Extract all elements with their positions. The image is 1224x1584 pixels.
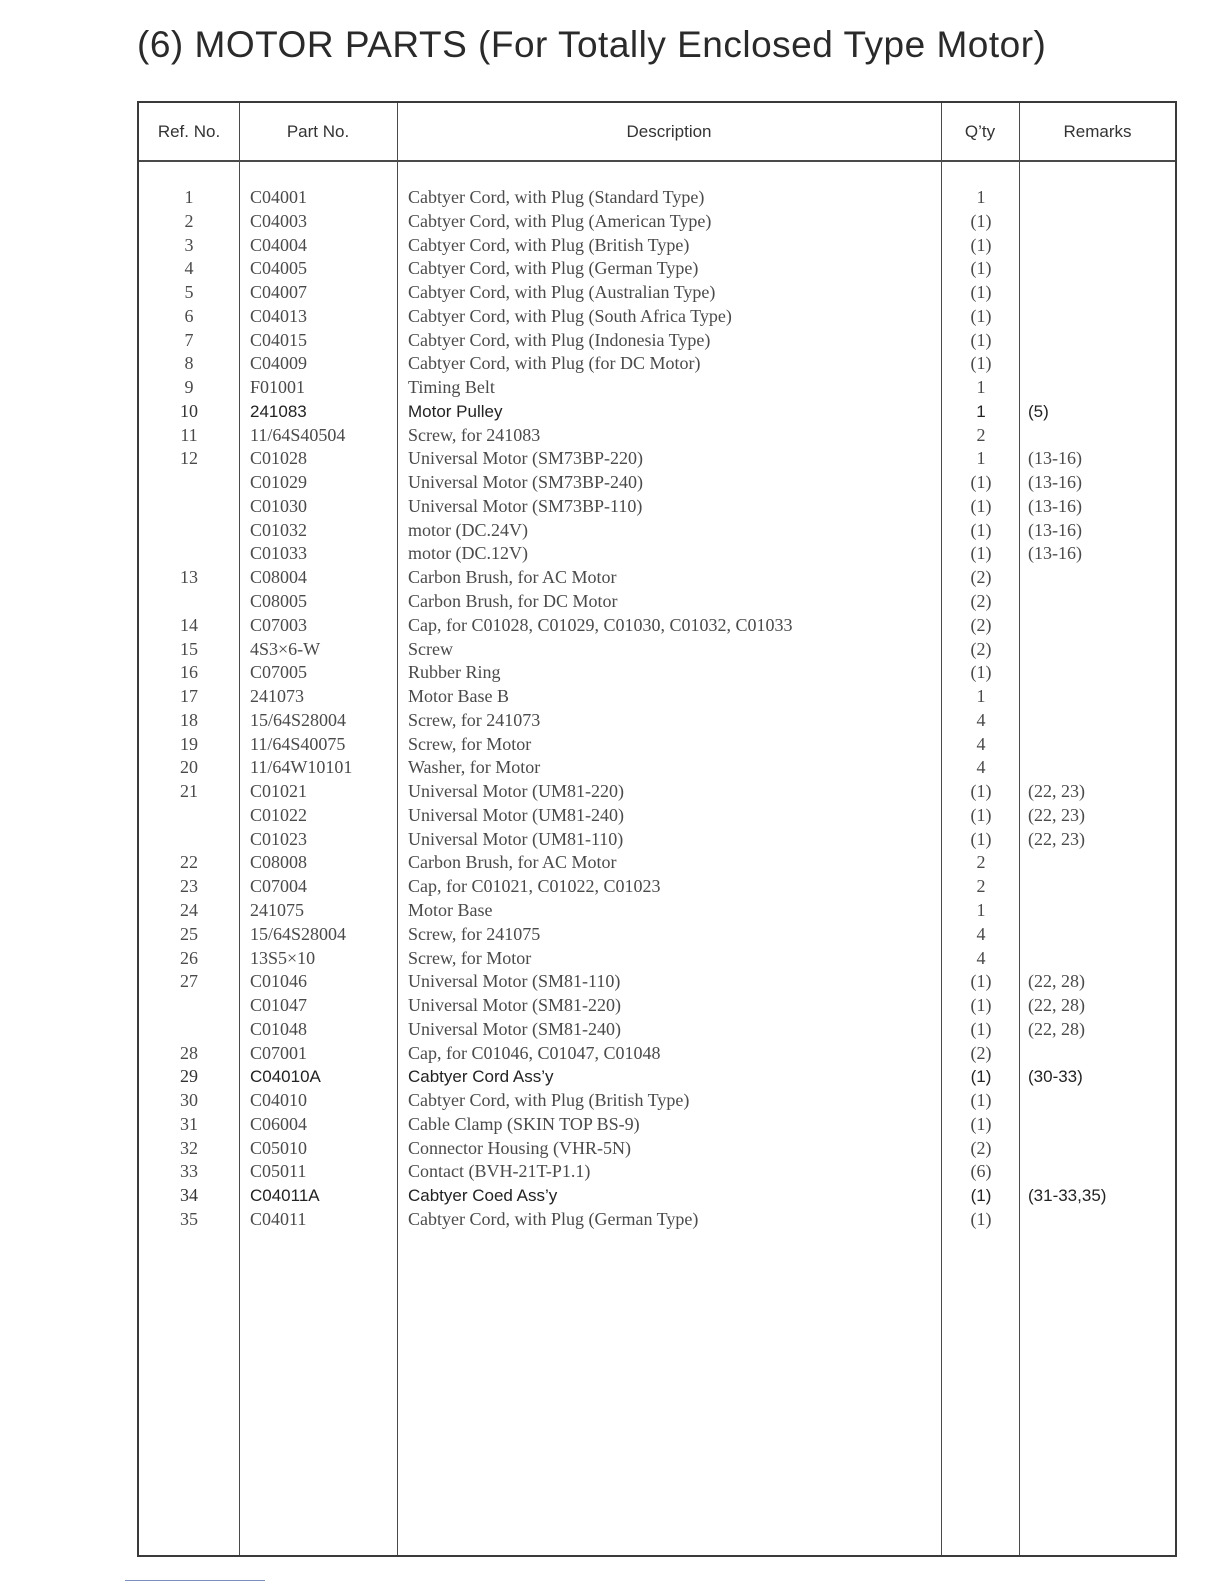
table-row xyxy=(139,1208,1175,1232)
part-no-cell: C01030 xyxy=(250,495,308,516)
table-row xyxy=(139,756,1175,780)
part-no-cell: 241075 xyxy=(250,899,304,920)
remarks-cell: (13-16) xyxy=(1028,543,1082,564)
table-row xyxy=(139,614,1175,638)
ref-no-cell: 24 xyxy=(180,899,198,920)
ref-no-cell: 6 xyxy=(184,305,194,326)
description-cell: Carbon Brush, for DC Motor xyxy=(408,591,618,612)
quantity-cell: (1) xyxy=(970,282,992,303)
remarks-cell: (13-16) xyxy=(1028,519,1082,540)
part-no-cell: C08004 xyxy=(250,567,308,588)
table-row xyxy=(139,400,1175,424)
part-no-cell: C01047 xyxy=(250,995,308,1016)
table-row xyxy=(139,495,1175,519)
ref-no-cell: 35 xyxy=(180,1208,198,1229)
remarks-cell: (30-33) xyxy=(1028,1067,1083,1087)
quantity-cell: (1) xyxy=(970,495,992,516)
description-cell: Cable Clamp (SKIN TOP BS-9) xyxy=(408,1113,640,1134)
quantity-cell: (1) xyxy=(970,1186,992,1206)
quantity-cell: 1 xyxy=(976,686,986,707)
description-cell: Cabtyer Cord, with Plug (American Type) xyxy=(408,210,712,231)
table-row xyxy=(139,994,1175,1018)
header-description: Description xyxy=(626,122,712,141)
part-no-cell: C07003 xyxy=(250,614,308,635)
ref-no-cell: 16 xyxy=(180,662,198,683)
table-row xyxy=(139,1137,1175,1161)
ref-no-cell: 19 xyxy=(180,733,198,754)
ref-no-cell: 31 xyxy=(180,1113,198,1134)
part-no-cell: C04009 xyxy=(250,353,308,374)
quantity-cell: (2) xyxy=(970,1137,992,1158)
ref-no-cell xyxy=(139,828,239,852)
quantity-cell: (1) xyxy=(970,1208,992,1229)
description-cell: Cabtyer Cord Ass’y xyxy=(408,1067,554,1087)
description-cell: Cabtyer Cord, with Plug (British Type) xyxy=(408,234,690,255)
part-no-cell: C01048 xyxy=(250,1018,308,1039)
ref-no-cell: 20 xyxy=(180,757,198,778)
parts-table xyxy=(137,101,1177,1557)
table-row xyxy=(139,186,1175,210)
table-row xyxy=(139,923,1175,947)
part-no-cell: 15/64S28004 xyxy=(250,709,347,730)
part-no-cell: C04013 xyxy=(250,305,308,326)
table-row xyxy=(139,1184,1175,1208)
header-ref-no: Ref. No. xyxy=(157,122,221,141)
ref-no-cell: 30 xyxy=(180,1090,198,1111)
table-row xyxy=(139,1042,1175,1066)
part-no-cell: 11/64S40075 xyxy=(250,733,346,754)
quantity-cell: (1) xyxy=(970,1067,992,1087)
table-row xyxy=(139,638,1175,662)
part-no-cell: C08005 xyxy=(250,591,308,612)
ref-no-cell: 26 xyxy=(180,947,198,968)
ref-no-cell: 18 xyxy=(180,709,198,730)
table-row xyxy=(139,424,1175,448)
quantity-cell: 1 xyxy=(976,187,986,207)
quantity-cell: (1) xyxy=(970,305,992,326)
quantity-cell: 4 xyxy=(976,733,986,754)
description-cell: Cabtyer Cord, with Plug (Standard Type) xyxy=(408,187,705,207)
part-no-cell: C06004 xyxy=(250,1113,308,1134)
part-no-cell: C04011 xyxy=(250,1208,307,1229)
quantity-cell: (1) xyxy=(970,353,992,374)
table-row xyxy=(139,234,1175,258)
description-cell: Cap, for C01028, C01029, C01030, C01032, C01033 xyxy=(408,614,793,635)
table-row xyxy=(139,685,1175,709)
part-no-cell: C04010 xyxy=(250,1090,308,1111)
ref-no-cell: 7 xyxy=(184,329,194,350)
description-cell: Universal Motor (SM81-110) xyxy=(408,971,621,992)
table-row xyxy=(139,1089,1175,1113)
part-no-cell: C01032 xyxy=(250,519,308,540)
description-cell: Cabtyer Cord, with Plug (British Type) xyxy=(408,1090,690,1111)
quantity-cell: 4 xyxy=(976,757,986,778)
description-cell: Cabtyer Coed Ass’y xyxy=(408,1186,558,1206)
ref-no-cell: 4 xyxy=(184,258,194,279)
quantity-cell: 4 xyxy=(976,923,986,944)
part-no-cell: 241073 xyxy=(250,686,304,707)
description-cell: Cabtyer Cord, with Plug (Australian Type) xyxy=(408,282,716,303)
remarks-cell: (5) xyxy=(1028,401,1049,421)
table-row xyxy=(139,305,1175,329)
quantity-cell: (2) xyxy=(970,614,992,635)
ref-no-cell: 9 xyxy=(184,377,194,398)
ref-no-cell xyxy=(139,471,239,495)
part-no-cell: 241083 xyxy=(250,401,307,421)
description-cell: Universal Motor (SM81-220) xyxy=(408,995,621,1016)
table-row xyxy=(139,257,1175,281)
table-row xyxy=(139,352,1175,376)
quantity-cell: (1) xyxy=(970,519,992,540)
table-row xyxy=(139,1018,1175,1042)
quantity-cell: (1) xyxy=(970,1090,992,1111)
ref-no-cell: 33 xyxy=(180,1161,198,1182)
description-cell: Universal Motor (SM73BP-110) xyxy=(408,495,643,516)
quantity-cell: (1) xyxy=(970,543,992,564)
ref-no-cell xyxy=(139,495,239,519)
ref-no-cell: 3 xyxy=(184,234,194,255)
part-no-cell: C07004 xyxy=(250,876,308,897)
table-row xyxy=(139,1065,1175,1089)
ref-no-cell: 23 xyxy=(180,876,198,897)
quantity-cell: 1 xyxy=(976,899,986,920)
description-cell: Motor Base xyxy=(408,899,493,920)
table-row xyxy=(139,709,1175,733)
part-no-cell: C05011 xyxy=(250,1161,307,1182)
description-cell: motor (DC.24V) xyxy=(408,519,528,540)
remarks-cell: (22, 28) xyxy=(1028,1018,1085,1039)
part-no-cell: C04007 xyxy=(250,282,308,303)
quantity-cell: (2) xyxy=(970,1042,992,1063)
remarks-cell: (22, 28) xyxy=(1028,995,1085,1016)
ref-no-cell: 14 xyxy=(180,614,198,635)
quantity-cell: (2) xyxy=(970,638,992,659)
ref-no-cell: 29 xyxy=(180,1066,198,1087)
ref-no-cell xyxy=(139,519,239,543)
ref-no-cell: 27 xyxy=(180,971,198,992)
description-cell: Cabtyer Cord, with Plug (Indonesia Type) xyxy=(408,329,711,350)
description-cell: Universal Motor (UM81-240) xyxy=(408,804,624,825)
table-row xyxy=(139,447,1175,471)
table-row xyxy=(139,875,1175,899)
quantity-cell: 2 xyxy=(976,876,986,897)
table-row xyxy=(139,947,1175,971)
remarks-cell: (31-33,35) xyxy=(1028,1186,1107,1206)
ref-no-cell xyxy=(139,590,239,614)
description-cell: Cabtyer Cord, with Plug (German Type) xyxy=(408,1208,699,1229)
table-row xyxy=(139,1113,1175,1137)
quantity-cell: (1) xyxy=(970,828,992,849)
part-no-cell: C07001 xyxy=(250,1042,308,1063)
quantity-cell: (1) xyxy=(970,1018,992,1039)
description-cell: Cabtyer Cord, with Plug (for DC Motor) xyxy=(408,353,701,374)
quantity-cell: (1) xyxy=(970,995,992,1016)
description-cell: Washer, for Motor xyxy=(408,757,541,778)
quantity-cell: 4 xyxy=(976,947,986,968)
table-row xyxy=(139,661,1175,685)
quantity-cell: (2) xyxy=(970,591,992,612)
description-cell: Screw xyxy=(408,638,453,659)
ref-no-cell: 15 xyxy=(180,638,198,659)
part-no-cell: C05010 xyxy=(250,1137,308,1158)
ref-no-cell: 25 xyxy=(180,923,198,944)
description-cell: Screw, for Motor xyxy=(408,947,532,968)
part-no-cell: C04001 xyxy=(250,187,308,207)
part-no-cell: C08008 xyxy=(250,852,308,873)
table-row xyxy=(139,1160,1175,1184)
description-cell: Cap, for C01046, C01047, C01048 xyxy=(408,1042,661,1063)
part-no-cell: C04010A xyxy=(250,1067,321,1087)
ref-no-cell: 21 xyxy=(180,781,198,802)
description-cell: Universal Motor (SM73BP-240) xyxy=(408,472,643,493)
part-no-cell: C01029 xyxy=(250,472,308,493)
description-cell: Cabtyer Cord, with Plug (German Type) xyxy=(408,258,699,279)
quantity-cell: (6) xyxy=(970,1161,992,1182)
description-cell: Universal Motor (SM81-240) xyxy=(408,1018,621,1039)
table-row xyxy=(139,970,1175,994)
header-quantity: Q’ty xyxy=(964,122,996,141)
ref-no-cell: 10 xyxy=(180,400,198,421)
part-no-cell: C01028 xyxy=(250,448,308,469)
description-cell: Motor Base B xyxy=(408,686,509,707)
part-no-cell: C01023 xyxy=(250,828,308,849)
quantity-cell: (1) xyxy=(970,258,992,279)
description-cell: Screw, for 241073 xyxy=(408,709,541,730)
description-cell: Screw, for Motor xyxy=(408,733,532,754)
remarks-cell: (13-16) xyxy=(1028,448,1082,469)
part-no-cell: 15/64S28004 xyxy=(250,923,347,944)
part-no-cell: 11/64W10101 xyxy=(250,757,353,778)
part-no-cell: C07005 xyxy=(250,662,308,683)
table-row xyxy=(139,780,1175,804)
remarks-cell: (22, 23) xyxy=(1028,804,1085,825)
description-cell: Universal Motor (SM73BP-220) xyxy=(408,448,643,469)
quantity-cell: 1 xyxy=(976,377,986,398)
ref-no-cell xyxy=(139,1018,239,1042)
ref-no-cell: 5 xyxy=(184,282,194,303)
ref-no-cell: 13 xyxy=(180,567,198,588)
part-no-cell: C01021 xyxy=(250,781,308,802)
table-row xyxy=(139,590,1175,614)
part-no-cell: C01022 xyxy=(250,804,308,825)
description-cell: Carbon Brush, for AC Motor xyxy=(408,567,617,588)
ref-no-cell: 28 xyxy=(180,1042,198,1063)
quantity-cell: 1 xyxy=(976,401,986,421)
ref-no-cell xyxy=(139,804,239,828)
ref-no-cell: 2 xyxy=(184,210,194,231)
table-row xyxy=(139,851,1175,875)
description-cell: Cabtyer Cord, with Plug (South Africa Type) xyxy=(408,305,732,326)
table-row xyxy=(139,566,1175,590)
description-cell: Universal Motor (UM81-110) xyxy=(408,828,624,849)
page-title: (6) MOTOR PARTS (For Totally Enclosed Type Motor) xyxy=(137,24,1047,65)
ref-no-cell: 8 xyxy=(184,353,194,374)
remarks-cell: (13-16) xyxy=(1028,472,1082,493)
part-no-cell: 13S5×10 xyxy=(250,947,316,968)
ref-no-cell: 34 xyxy=(180,1185,198,1206)
remarks-cell: (22, 23) xyxy=(1028,828,1085,849)
header-part-no: Part No. xyxy=(286,122,350,141)
quantity-cell: 2 xyxy=(976,852,986,873)
table-row xyxy=(139,542,1175,566)
ref-no-cell: 1 xyxy=(184,187,194,207)
description-cell: Connector Housing (VHR-5N) xyxy=(408,1137,631,1158)
quantity-cell: 2 xyxy=(976,424,986,445)
ref-no-cell xyxy=(139,542,239,566)
table-row xyxy=(139,329,1175,353)
description-cell: Rubber Ring xyxy=(408,662,501,683)
part-no-cell: C04003 xyxy=(250,210,308,231)
quantity-cell: (1) xyxy=(970,781,992,802)
part-no-cell: F01001 xyxy=(250,377,306,398)
part-no-cell: C04011A xyxy=(250,1186,320,1206)
quantity-cell: (1) xyxy=(970,472,992,493)
description-cell: Screw, for 241083 xyxy=(408,424,541,445)
part-no-cell: C01033 xyxy=(250,543,308,564)
table-row xyxy=(139,281,1175,305)
description-cell: Motor Pulley xyxy=(408,401,503,421)
description-cell: Cap, for C01021, C01022, C01023 xyxy=(408,876,661,897)
header-remarks: Remarks xyxy=(1063,122,1132,141)
part-no-cell: C04005 xyxy=(250,258,308,279)
description-cell: Universal Motor (UM81-220) xyxy=(408,781,624,802)
table-row xyxy=(139,376,1175,400)
description-cell: motor (DC.12V) xyxy=(408,543,528,564)
quantity-cell: (1) xyxy=(970,210,992,231)
remarks-cell: (22, 23) xyxy=(1028,781,1085,802)
header-divider xyxy=(139,160,1175,162)
ref-no-cell: 11 xyxy=(180,424,198,445)
ref-no-cell: 17 xyxy=(180,686,198,707)
ref-no-cell xyxy=(139,994,239,1018)
table-row xyxy=(139,828,1175,852)
table-row xyxy=(139,471,1175,495)
table-row xyxy=(139,804,1175,828)
part-no-cell: 4S3×6-W xyxy=(250,638,321,659)
ref-no-cell: 32 xyxy=(180,1137,198,1158)
quantity-cell: (1) xyxy=(970,329,992,350)
quantity-cell: (1) xyxy=(970,662,992,683)
quantity-cell: (1) xyxy=(970,971,992,992)
footer-rule xyxy=(125,1580,265,1581)
table-row xyxy=(139,210,1175,234)
part-no-cell: C01046 xyxy=(250,971,308,992)
description-cell: Screw, for 241075 xyxy=(408,923,541,944)
description-cell: Contact (BVH-21T-P1.1) xyxy=(408,1161,591,1182)
quantity-cell: (1) xyxy=(970,234,992,255)
remarks-cell: (13-16) xyxy=(1028,495,1082,516)
quantity-cell: 1 xyxy=(976,448,986,469)
quantity-cell: (1) xyxy=(970,804,992,825)
ref-no-cell: 12 xyxy=(180,448,198,469)
part-no-cell: C04004 xyxy=(250,234,308,255)
quantity-cell: 4 xyxy=(976,709,986,730)
table-row xyxy=(139,899,1175,923)
description-cell: Carbon Brush, for AC Motor xyxy=(408,852,617,873)
part-no-cell: C04015 xyxy=(250,329,308,350)
table-row xyxy=(139,733,1175,757)
ref-no-cell: 22 xyxy=(180,852,198,873)
part-no-cell: 11/64S40504 xyxy=(250,424,346,445)
description-cell: Timing Belt xyxy=(408,377,495,398)
quantity-cell: (1) xyxy=(970,1113,992,1134)
quantity-cell: (2) xyxy=(970,567,992,588)
table-body xyxy=(139,186,1175,1232)
remarks-cell: (22, 28) xyxy=(1028,971,1085,992)
table-row xyxy=(139,519,1175,543)
